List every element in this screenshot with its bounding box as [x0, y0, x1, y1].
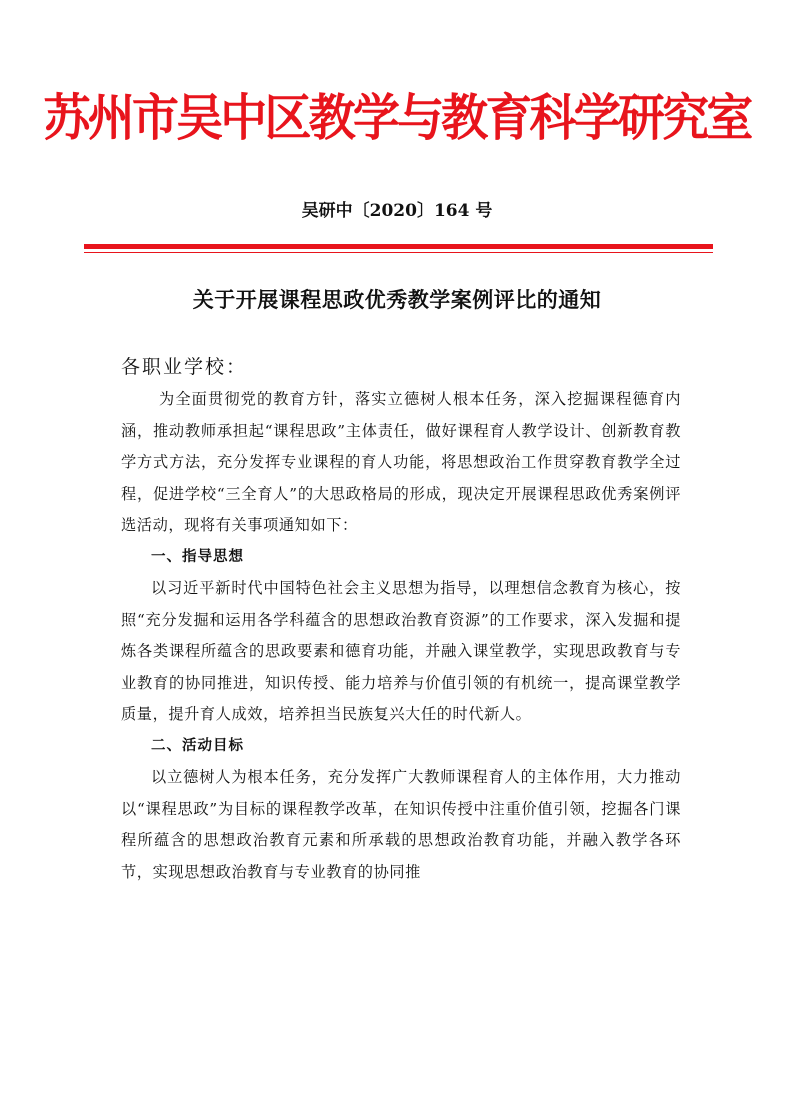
- intro-paragraph: 为全面贯彻党的教育方针，落实立德树人根本任务，深入挖掘课程德育内涵，推动教师承担起“课程思政”主体责任，做好课程育人教学设计、创新教育教学方式方法，充分发挥专业课程的育人功能，将思想政治工作贯穿教育教学全过程，促进学校“三全育人”的大思政格局的形成，现决定开展课程思政优秀案例评选活动，现将有关事项通知如下：: [121, 390, 681, 534]
- letterhead-title: 苏州市吴中区教学与教育科学研究室: [43, 88, 751, 147]
- salutation: 各职业学校：: [121, 356, 248, 378]
- section-heading-activity-goals: 二、活动目标: [151, 737, 244, 754]
- document-number: 吴研中〔2020〕164 号: [301, 201, 493, 221]
- section-paragraph-activity-goals: 以立德树人为根本任务，充分发挥广大教师课程育人的主体作用，大力推动以“课程思政”为目标的课程教学改革，在知识传授中注重价值引领，挖掘各门课程所蕴含的思想政治教育元素和所承载的思想政治教育功能，并融入教学各环节，实现思想政治教育与专业教育的协同推: [121, 768, 681, 881]
- section-heading-guiding-ideology: 一、指导思想: [151, 548, 244, 565]
- notice-body: [121, 384, 681, 888]
- section-paragraph-guiding-ideology: 以习近平新时代中国特色社会主义思想为指导，以理想信念教育为核心，按照“充分发掘和运用各学科蕴含的思想政治教育资源”的工作要求，深入发掘和提炼各类课程所蕴含的思政要素和德育功能，并融入课堂教学，实现思政教育与专业教育的协同推进，知识传授、能力培养与价值引领的有机统一，提高课堂教学质量，提升育人成效，培养担当民族复兴大任的时代新人。: [121, 579, 681, 723]
- red-divider-thin: [84, 252, 713, 253]
- notice-title: 关于开展课程思政优秀教学案例评比的通知: [192, 288, 602, 312]
- red-divider-thick: [84, 244, 713, 249]
